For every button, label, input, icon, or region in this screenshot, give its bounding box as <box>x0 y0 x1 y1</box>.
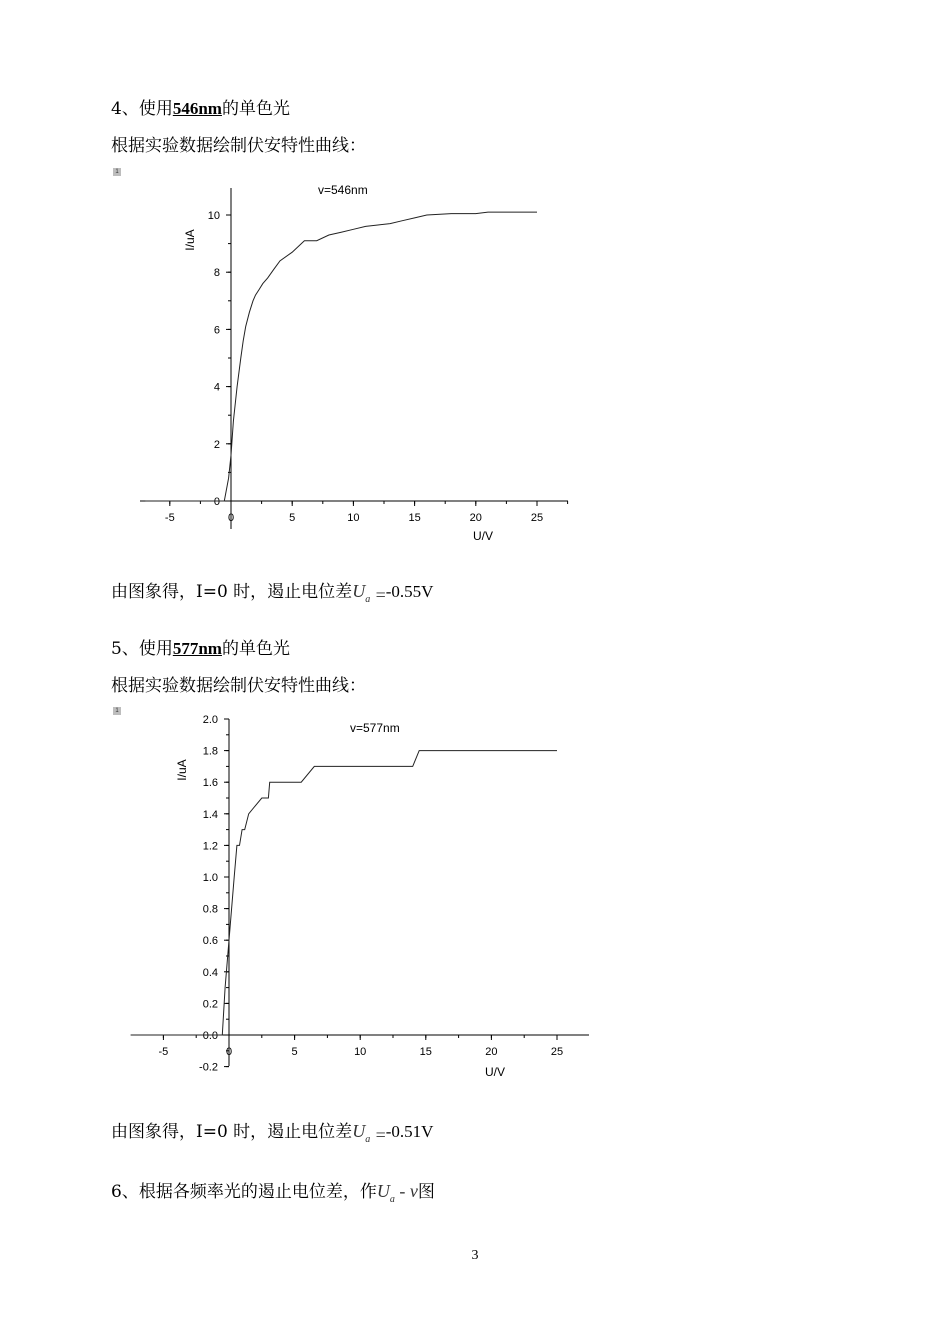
y-tick-label: 8 <box>213 267 220 280</box>
result-prefix: 由图象得，I=0 时，遏止电位差 <box>111 582 353 602</box>
y-tick-label: 1.2 <box>202 840 218 853</box>
x-tick-label: 15 <box>419 1046 432 1058</box>
x-tick-label: 5 <box>291 1046 298 1058</box>
chart-group <box>140 183 568 543</box>
x-axis-label: U/V <box>484 1065 506 1079</box>
y-tick-label: 2.0 <box>202 714 218 726</box>
symbol-u: U <box>376 1181 390 1201</box>
y-tick-label: 1.0 <box>202 872 218 884</box>
chart-title: v=577nm <box>350 721 400 735</box>
heading-prefix: 5、使用 <box>111 639 173 659</box>
x-tick-label: -5 <box>158 1046 169 1058</box>
ua-nu-symbol <box>376 1181 418 1205</box>
heading-suffix: 的单色光 <box>221 99 290 119</box>
final-suffix: 图 <box>417 1182 435 1202</box>
x-tick-label: -5 <box>164 512 175 524</box>
y-tick-label: 2 <box>213 438 220 451</box>
y-tick-label: 1.8 <box>202 745 218 758</box>
heading-prefix: 4、使用 <box>111 99 173 119</box>
section-5-heading <box>111 638 290 660</box>
section-5-instruction: 根据实验数据绘制伏安特性曲线： <box>111 676 366 696</box>
symbol-u: U <box>352 581 366 601</box>
x-tick-label: 5 <box>289 512 296 524</box>
x-tick-label: 20 <box>469 512 482 524</box>
y-tick-label: 6 <box>213 324 220 337</box>
x-tick-label: 25 <box>530 512 544 524</box>
stop-voltage-value: -0.55V <box>385 582 434 601</box>
series-line <box>145 212 537 501</box>
y-tick-label: -0.2 <box>199 1061 218 1074</box>
x-tick-label: 15 <box>408 512 421 524</box>
y-tick-label: 0 <box>213 496 220 508</box>
wavelength-label: 546nm <box>172 99 222 118</box>
symbol-a: a <box>365 594 371 605</box>
symbol-a: a <box>389 1194 395 1205</box>
object-marker-icon: 1 <box>113 707 121 715</box>
x-tick-label: 10 <box>347 512 360 524</box>
stop-voltage-symbol <box>352 581 371 605</box>
symbol-a: a <box>365 1134 371 1145</box>
y-axis-label: I/uA <box>183 229 197 251</box>
symbol-dash: - <box>399 1181 406 1201</box>
result-prefix: 由图象得，I=0 时，遏止电位差 <box>111 1122 353 1142</box>
y-tick-label: 0.2 <box>202 998 218 1011</box>
x-tick-label: 0 <box>227 512 235 524</box>
section-5-result <box>111 1120 433 1146</box>
y-tick-label: 10 <box>207 210 220 222</box>
wavelength-label: 577nm <box>172 639 222 658</box>
x-tick-label: 20 <box>485 1046 498 1058</box>
y-tick-label: 0.6 <box>202 935 218 948</box>
x-tick-label: 10 <box>354 1046 367 1058</box>
y-axis-label: I/uA <box>175 759 189 781</box>
section-4-instruction: 根据实验数据绘制伏安特性曲线： <box>111 136 366 156</box>
equals-sign: = <box>375 585 386 605</box>
stop-voltage-value: -0.51V <box>385 1122 434 1141</box>
object-marker-icon: 1 <box>113 168 121 176</box>
x-axis-label: U/V <box>472 529 494 543</box>
page-number: 3 <box>471 1248 479 1263</box>
x-tick-label: 0 <box>225 1046 233 1058</box>
heading-suffix: 的单色光 <box>221 639 290 659</box>
y-tick-label: 4 <box>213 381 220 394</box>
y-tick-label: 1.4 <box>202 808 218 821</box>
chart-title: v=546nm <box>318 183 368 197</box>
symbol-nu: ν <box>409 1181 418 1201</box>
section-4-result <box>111 580 433 606</box>
x-tick-label: 25 <box>550 1046 564 1058</box>
equals-sign: = <box>375 1125 386 1145</box>
y-tick-label: 0.8 <box>202 903 218 916</box>
y-tick-label: 0.0 <box>202 1030 218 1042</box>
final-text: 6、根据各频率光的遏止电位差，作 <box>111 1182 377 1202</box>
y-tick-label: 0.4 <box>202 966 218 979</box>
y-tick-label: 1.6 <box>202 777 218 790</box>
stop-voltage-symbol <box>352 1121 371 1145</box>
section-6-heading <box>111 1180 435 1206</box>
symbol-u: U <box>352 1121 366 1141</box>
